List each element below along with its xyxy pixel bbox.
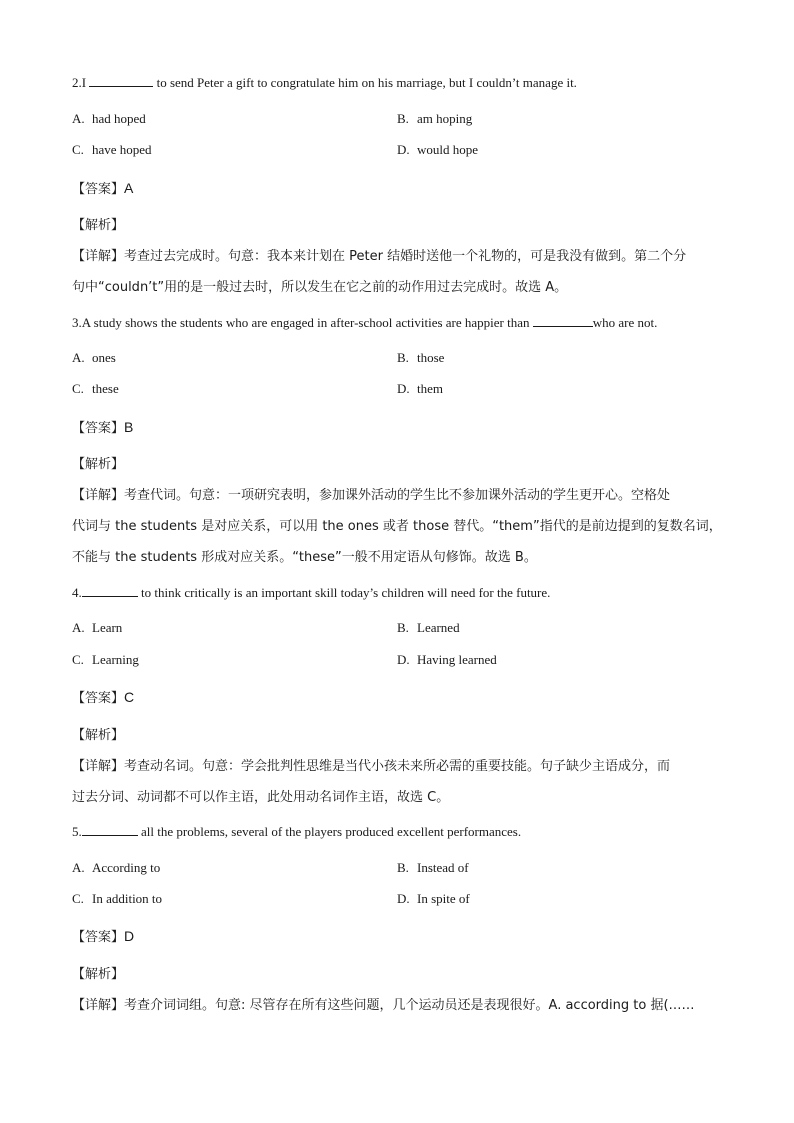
option-b: B. Learned	[397, 620, 460, 635]
answer-line: 【答案】A	[72, 180, 134, 197]
option-c: C. Learning	[72, 652, 139, 667]
question-5-stem	[72, 823, 521, 840]
question-number: 4.	[72, 585, 82, 600]
option-c: C. In addition to	[72, 891, 163, 906]
option-a: A. had hoped	[72, 111, 146, 126]
answer-value: A	[124, 180, 134, 196]
detail-line-2: 代词与 the students 是对应关系，可以用 the ones 或者 those 替代。“them”指代的是前边提到的复数名词，	[72, 519, 722, 534]
detail-line-1: 【详解】考查动名词。句意：学会批判性思维是当代小孩未来所必需的重要技能。句子缺少主语成分，而	[72, 759, 671, 774]
question-3-stem	[72, 314, 657, 331]
option-d: D. them	[397, 381, 443, 396]
option-a: A. According to	[72, 860, 161, 875]
answer-value: D	[124, 928, 135, 944]
option-d: D. Having learned	[397, 652, 497, 667]
option-d: D. would hope	[397, 142, 479, 157]
answer-blank	[82, 823, 138, 836]
detail-line-1: 【详解】考查介词词组。句意: 尽管存在所有这些问题，几个运动员还是表现很好。A. according to 据(……	[72, 998, 695, 1013]
answer-value: B	[124, 419, 134, 435]
analysis-label: 【解析】	[72, 457, 125, 472]
question-4-stem	[72, 584, 550, 601]
option-b: B. am hoping	[397, 111, 473, 126]
answer-value: C	[124, 689, 135, 705]
question-2-stem	[72, 74, 577, 91]
question-number: 3.	[72, 315, 82, 330]
option-d: D. In spite of	[397, 891, 470, 906]
answer-blank	[533, 314, 593, 327]
question-text: all the problems, several of the players produced excellent performances.	[141, 824, 522, 839]
answer-line: 【答案】B	[72, 419, 134, 436]
answer-blank	[89, 74, 153, 87]
detail-line-2: 过去分词、动词都不可以作主语，此处用动名词作主语，故选 C。	[72, 790, 450, 805]
answer-line: 【答案】C	[72, 689, 135, 706]
question-text: who are not.	[592, 315, 658, 330]
question-number: 2.	[72, 75, 82, 90]
option-c: C. these	[72, 381, 119, 396]
analysis-label: 【解析】	[72, 218, 125, 233]
option-b: B. those	[397, 350, 445, 365]
option-a: A. Learn	[72, 620, 123, 635]
answer-blank	[82, 584, 138, 597]
question-text: I	[81, 75, 87, 90]
detail-line-2: 句中“couldn’t”用的是一般过去时，所以发生在它之前的动作用过去完成时。故选 A。	[72, 280, 568, 295]
option-a: A. ones	[72, 350, 116, 365]
question-text: to think critically is an important skill today’s children will need for the future.	[141, 585, 551, 600]
detail-line-1: 【详解】考查代词。句意：一项研究表明，参加课外活动的学生比不参加课外活动的学生更开心。空格处	[72, 488, 671, 503]
detail-line-1: 【详解】考查过去完成时。句意：我本来计划在 Peter 结婚时送他一个礼物的，可是我没有做到。第二个分	[72, 249, 687, 264]
question-text: to send Peter a gift to congratulate him on his marriage, but I couldn’t manage it.	[156, 75, 577, 90]
question-number: 5.	[72, 824, 82, 839]
option-c: C. have hoped	[72, 142, 152, 157]
analysis-label: 【解析】	[72, 967, 125, 982]
option-b: B. Instead of	[397, 860, 469, 875]
question-text: A study shows the students who are engaged in after-school activities are happier than	[81, 315, 530, 330]
analysis-label: 【解析】	[72, 728, 125, 743]
detail-line-3: 不能与 the students 形成对应关系。“these”一般不用定语从句修饰。故选 B。	[72, 550, 537, 565]
answer-line: 【答案】D	[72, 928, 135, 945]
